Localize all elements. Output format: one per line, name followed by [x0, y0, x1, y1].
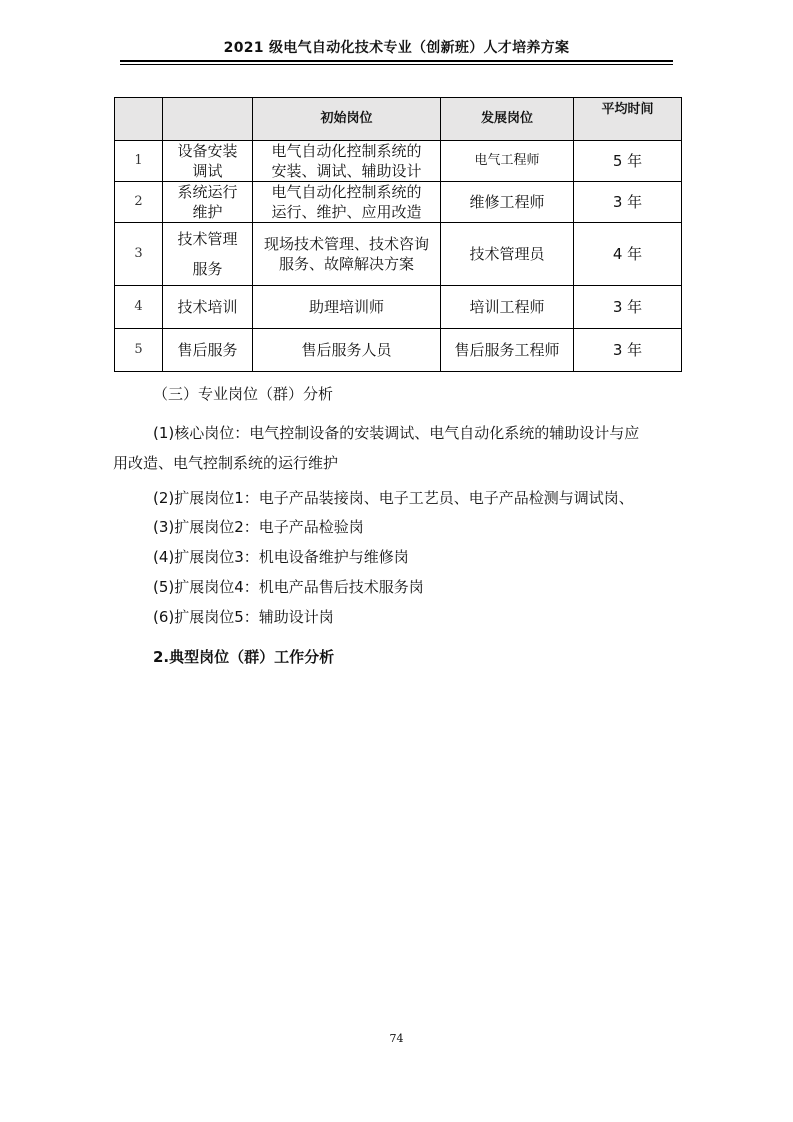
- initial-line: 现场技术管理、技术咨询: [263, 235, 429, 253]
- subsection-title: 2.典型岗位（群）工作分析: [153, 648, 335, 666]
- table-row: [115, 286, 682, 329]
- direction-line: 设备安装: [177, 142, 238, 160]
- row-number: 4: [115, 286, 163, 329]
- initial-line: 电气自动化控制系统的: [271, 142, 422, 160]
- develop-position-cell: 培训工程师: [441, 286, 574, 329]
- direction-cell: 技术培训: [163, 286, 253, 329]
- average-time-cell: 3 年: [574, 286, 682, 329]
- develop-position-cell: 维修工程师: [441, 182, 574, 223]
- average-time-cell: 3 年: [574, 182, 682, 223]
- header-cell-develop: 发展岗位: [441, 98, 574, 141]
- direction-line: 系统运行: [177, 183, 238, 201]
- header-cell-num: [115, 98, 163, 141]
- row-number: 5: [115, 329, 163, 372]
- section-title: （三）专业岗位（群）分析: [153, 385, 334, 403]
- direction-stack: [167, 229, 248, 279]
- list-item: (3)扩展岗位2：电子产品检验岗: [153, 518, 364, 536]
- row-number: 1: [115, 141, 163, 182]
- initial-line: 运行、维护、应用改造: [271, 203, 422, 221]
- direction-line: 维护: [192, 203, 223, 221]
- direction-line: 调试: [192, 162, 223, 180]
- list-item: (6)扩展岗位5：辅助设计岗: [153, 608, 334, 626]
- initial-position-cell: [253, 141, 441, 182]
- table-header-row: [115, 98, 682, 141]
- row-number: 3: [115, 223, 163, 286]
- average-time-cell: 4 年: [574, 223, 682, 286]
- direction-line: 技术管理: [177, 230, 238, 248]
- header-rule-thin: [120, 64, 673, 65]
- row-number: 2: [115, 182, 163, 223]
- average-time-cell: 3 年: [574, 329, 682, 372]
- table-row: [115, 223, 682, 286]
- initial-position-cell: [253, 182, 441, 223]
- initial-line: 电气自动化控制系统的: [271, 183, 422, 201]
- job-position-table: [114, 97, 682, 372]
- develop-position-cell: 售后服务工程师: [441, 329, 574, 372]
- header-cell-direction: [163, 98, 253, 141]
- header-rule-thick: [120, 60, 673, 62]
- direction-cell: 售后服务: [163, 329, 253, 372]
- develop-position-cell: 电气工程师: [441, 141, 574, 182]
- direction-cell: [163, 141, 253, 182]
- initial-line: 服务、故障解决方案: [278, 255, 414, 273]
- direction-cell: [163, 182, 253, 223]
- page-number: 74: [389, 1032, 404, 1045]
- list-item: (5)扩展岗位4：机电产品售后技术服务岗: [153, 578, 424, 596]
- develop-position-cell: 技术管理员: [441, 223, 574, 286]
- initial-position-cell: 售后服务人员: [253, 329, 441, 372]
- core-position-line: 用改造、电气控制系统的运行维护: [113, 454, 339, 472]
- initial-position-cell: [253, 223, 441, 286]
- core-position-line: (1)核心岗位：电气控制设备的安装调试、电气自动化系统的辅助设计与应: [153, 424, 640, 442]
- list-item: (4)扩展岗位3：机电设备维护与维修岗: [153, 548, 409, 566]
- header-cell-initial: 初始岗位: [253, 98, 441, 141]
- average-time-cell: 5 年: [574, 141, 682, 182]
- initial-position-cell: 助理培训师: [253, 286, 441, 329]
- header-cell-time: 平均时间: [574, 98, 682, 141]
- document-header-title: 2021 级电气自动化技术专业（创新班）人才培养方案: [223, 40, 570, 56]
- direction-cell: [163, 223, 253, 286]
- table-row: [115, 141, 682, 182]
- table-row: [115, 329, 682, 372]
- list-item: (2)扩展岗位1：电子产品装接岗、电子工艺员、电子产品检测与调试岗、: [153, 489, 634, 507]
- core-position-paragraph: [113, 418, 683, 478]
- direction-line: 服务: [192, 260, 223, 278]
- initial-line: 安装、调试、辅助设计: [271, 162, 422, 180]
- table-row: [115, 182, 682, 223]
